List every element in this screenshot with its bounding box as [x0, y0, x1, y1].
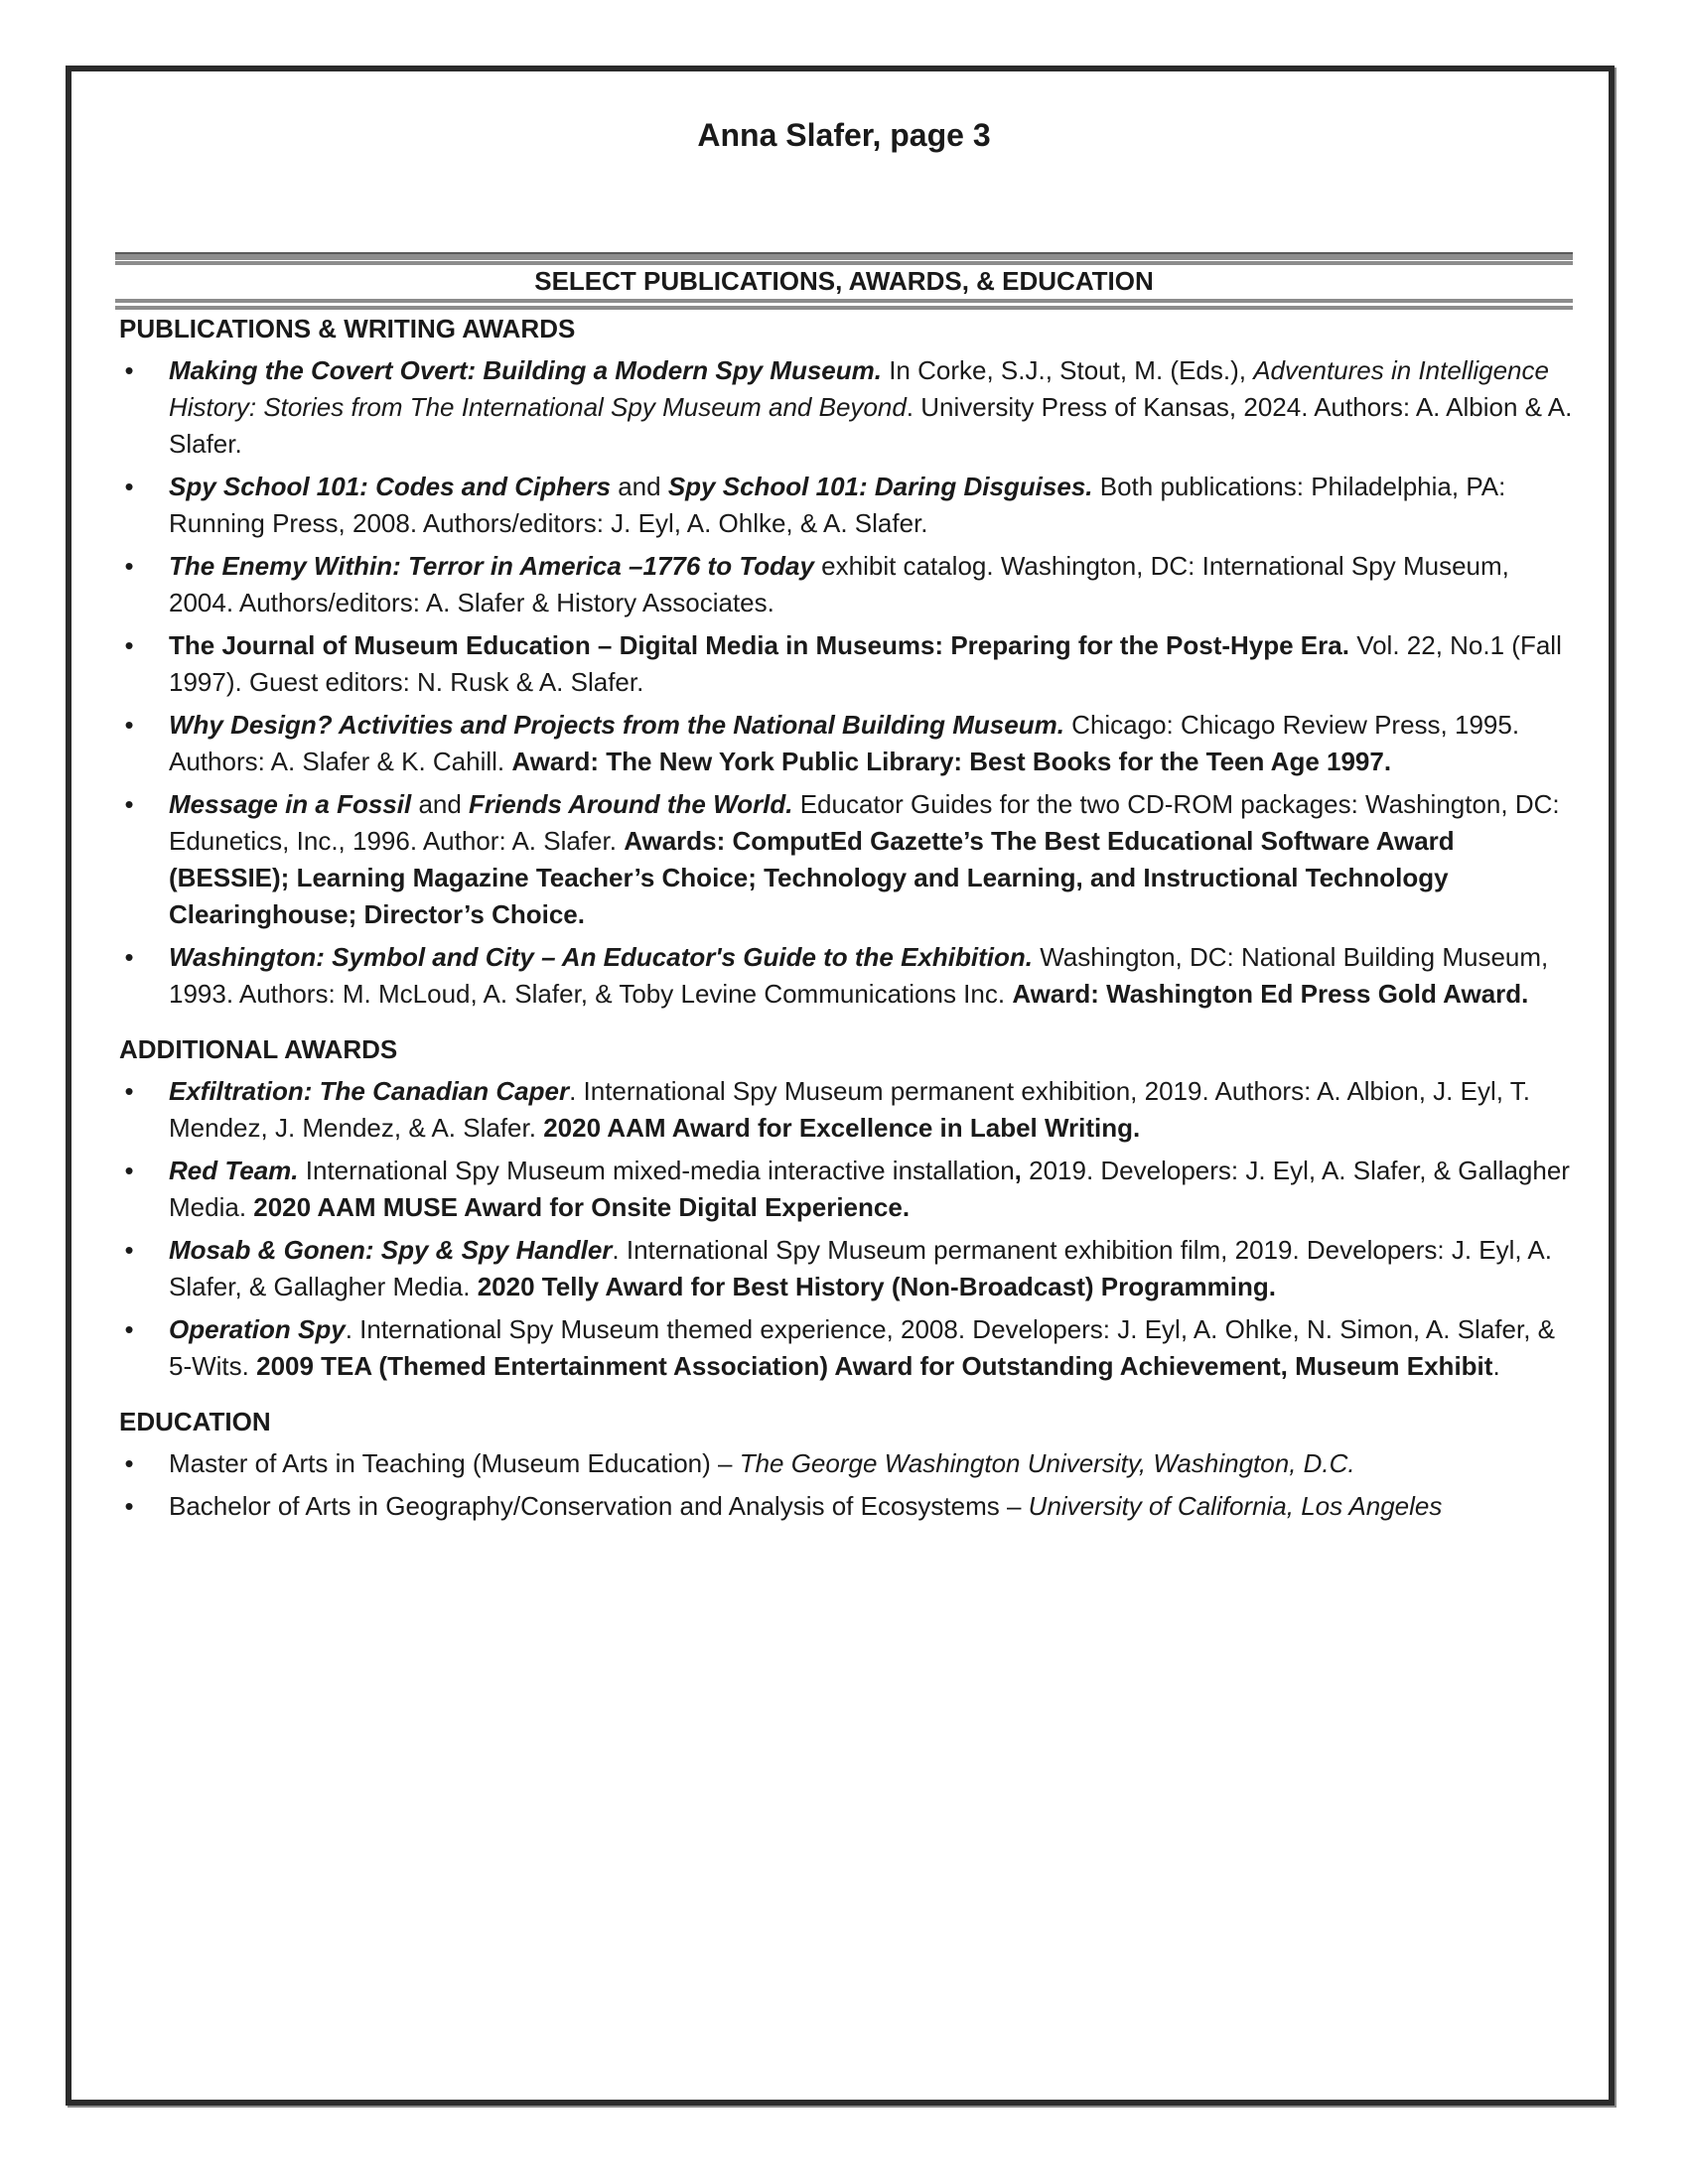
list-item: • Exfiltration: The Canadian Caper. International Spy Museum permanent exhibition, 2019. Authors: A. Albion, J. Eyl, T. Mendez, J. Mendez, & A. Slafer. 2020 AAM Award for Excellence in Label Writing.	[119, 1073, 1579, 1147]
section-rule-bottom-thin	[115, 299, 1573, 303]
list-item: • Why Design? Activities and Projects from the National Building Museum. Chicago: Chicago Review Press, 1995. Authors: A. Slafer & K. Cahill. Award: The New York Public Library: Best Books for the Teen Age 1997.	[119, 707, 1579, 780]
list-item: • Mosab & Gonen: Spy & Spy Handler. International Spy Museum permanent exhibition film, 2019. Developers: J. Eyl, A. Slafer, & Gallagher Media. 2020 Telly Award for Best History (Non-Broadcast) Programming.	[119, 1232, 1579, 1305]
page-title: Anna Slafer, page 3	[697, 117, 991, 153]
additional-awards-heading: ADDITIONAL AWARDS	[119, 1034, 398, 1064]
section-rule-top-thin	[115, 261, 1573, 265]
education-list	[119, 1445, 1579, 1525]
list-item: • The Enemy Within: Terror in America –1776 to Today exhibit catalog. Washington, DC: International Spy Museum, 2004. Authors/editors: A. Slafer & History Associates.	[119, 548, 1579, 621]
list-item: • Message in a Fossil and Friends Around the World. Educator Guides for the two CD-ROM packages: Washington, DC: Edunetics, Inc., 1996. Author: A. Slafer. Awards: ComputEd Gazette’s The Best Educational Software Award (BESSIE); Learning Magazine Teacher’s Choice; Technology and Learning, and Instructional Technology Clearinghouse; Director’s Choice.	[119, 786, 1579, 933]
bullet-icon: •	[124, 472, 134, 501]
bullet-icon: •	[124, 710, 134, 740]
bullet-icon: •	[124, 789, 134, 819]
list-item: • Making the Covert Overt: Building a Modern Spy Museum. In Corke, S.J., Stout, M. (Eds.), Adventures in Intelligence History: Stories from The International Spy Museum and Beyond. University Press of Kansas, 2024. Authors: A. Albion & A. Slafer.	[119, 352, 1579, 463]
bullet-icon: •	[124, 1491, 134, 1521]
publications-list	[119, 352, 1579, 1013]
bullet-icon: •	[124, 551, 134, 581]
list-item: • Bachelor of Arts in Geography/Conservation and Analysis of Ecosystems – University of California, Los Angeles	[119, 1488, 1579, 1525]
resume-content	[119, 314, 1579, 1531]
list-item: • The Journal of Museum Education – Digital Media in Museums: Preparing for the Post-Hype Era. Vol. 22, No.1 (Fall 1997). Guest editors: N. Rusk & A. Slafer.	[119, 627, 1579, 701]
bullet-icon: •	[124, 355, 134, 385]
publications-heading: PUBLICATIONS & WRITING AWARDS	[119, 314, 576, 343]
education-heading: EDUCATION	[119, 1407, 271, 1436]
section-rule-bottom	[115, 306, 1573, 310]
bullet-icon: •	[124, 1235, 134, 1265]
list-item: • Washington: Symbol and City – An Educator's Guide to the Exhibition. Washington, DC: National Building Museum, 1993. Authors: M. McLoud, A. Slafer, & Toby Levine Communications Inc. Award: Washington Ed Press Gold Award.	[119, 939, 1579, 1013]
bullet-icon: •	[124, 1448, 134, 1478]
list-item: • Red Team. International Spy Museum mixed-media interactive installation, 2019. Developers: J. Eyl, A. Slafer, & Gallagher Media. 2020 AAM MUSE Award for Onsite Digital Experience.	[119, 1153, 1579, 1226]
bullet-icon: •	[124, 1156, 134, 1185]
section-heading: SELECT PUBLICATIONS, AWARDS, & EDUCATION	[534, 266, 1154, 296]
bullet-icon: •	[124, 1314, 134, 1344]
section-rule-top	[115, 252, 1573, 260]
additional-awards-list	[119, 1073, 1579, 1385]
list-item: • Master of Arts in Teaching (Museum Education) – The George Washington University, Washington, D.C.	[119, 1445, 1579, 1482]
list-item: • Spy School 101: Codes and Ciphers and Spy School 101: Daring Disguises. Both publications: Philadelphia, PA: Running Press, 2008. Authors/editors: J. Eyl, A. Ohlke, & A. Slafer.	[119, 469, 1579, 542]
bullet-icon: •	[124, 942, 134, 972]
bullet-icon: •	[124, 1076, 134, 1106]
list-item: • Operation Spy. International Spy Museum themed experience, 2008. Developers: J. Eyl, A. Ohlke, N. Simon, A. Slafer, & 5-Wits. 2009 TEA (Themed Entertainment Association) Award for Outstanding Achievement, Museum Exhibit.	[119, 1311, 1579, 1385]
bullet-icon: •	[124, 630, 134, 660]
